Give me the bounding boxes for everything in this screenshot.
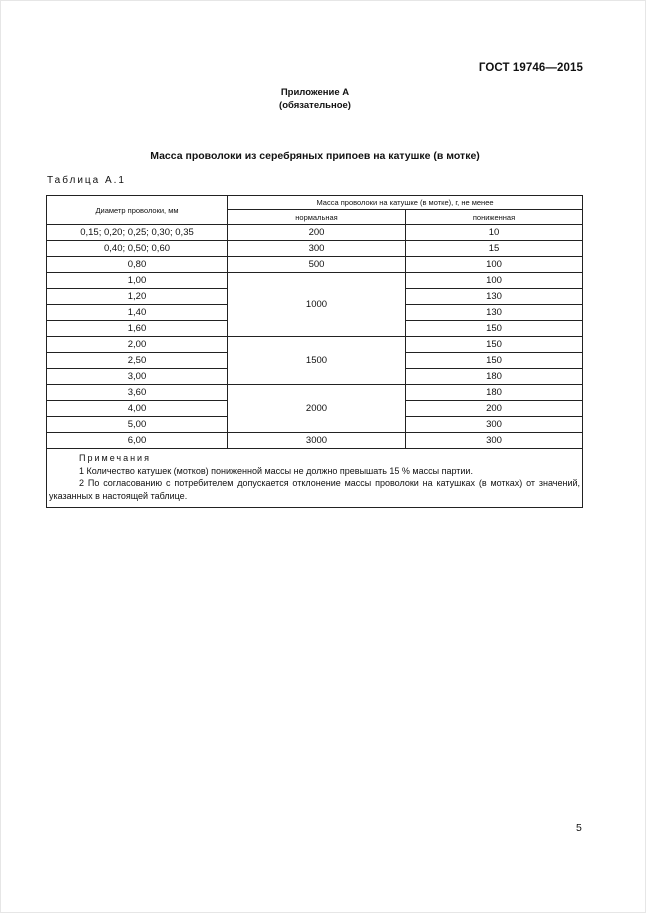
table-label: Таблица А.1	[47, 175, 126, 186]
normal-mass-cell: 1500	[228, 337, 406, 385]
table-row	[47, 385, 583, 401]
header-diameter: Диаметр проволоки, мм	[47, 196, 228, 225]
table-row	[47, 433, 583, 449]
diameter-cell: 1,40	[47, 305, 228, 321]
notes-title: Примечания	[79, 453, 151, 463]
normal-mass-cell: 1000	[228, 273, 406, 337]
reduced-mass-cell: 150	[406, 337, 583, 353]
reduced-mass-cell: 15	[406, 241, 583, 257]
normal-mass-cell: 300	[228, 241, 406, 257]
table-row	[47, 257, 583, 273]
table-row	[47, 241, 583, 257]
reduced-mass-cell: 100	[406, 273, 583, 289]
header-reduced: пониженная	[406, 210, 583, 225]
diameter-cell: 3,60	[47, 385, 228, 401]
diameter-cell: 4,00	[47, 401, 228, 417]
reduced-mass-cell: 180	[406, 369, 583, 385]
reduced-mass-cell: 130	[406, 289, 583, 305]
diameter-cell: 2,50	[47, 353, 228, 369]
diameter-cell: 0,15; 0,20; 0,25; 0,30; 0,35	[47, 225, 228, 241]
diameter-cell: 0,80	[47, 257, 228, 273]
diameter-cell: 1,00	[47, 273, 228, 289]
normal-mass-cell: 2000	[228, 385, 406, 433]
note-item: 2 По согласованию с потребителем допускается отклонение массы проволоки на катушках (в мотках) от значений, указанных в настоящей таблице.	[49, 478, 581, 501]
notes-row	[47, 449, 583, 508]
normal-mass-cell: 500	[228, 257, 406, 273]
table-row	[47, 337, 583, 353]
reduced-mass-cell: 300	[406, 433, 583, 449]
wire-mass-table-container	[46, 195, 582, 508]
normal-mass-cell: 200	[228, 225, 406, 241]
diameter-cell: 6,00	[47, 433, 228, 449]
reduced-mass-cell: 150	[406, 321, 583, 337]
appendix-subtitle: (обязательное)	[279, 100, 351, 111]
reduced-mass-cell: 10	[406, 225, 583, 241]
appendix-title: Приложение А	[280, 87, 350, 98]
reduced-mass-cell: 300	[406, 417, 583, 433]
diameter-cell: 0,40; 0,50; 0,60	[47, 241, 228, 257]
reduced-mass-cell: 150	[406, 353, 583, 369]
table-row	[47, 225, 583, 241]
diameter-cell: 3,00	[47, 369, 228, 385]
diameter-cell: 1,20	[47, 289, 228, 305]
note-item: 1 Количество катушек (мотков) пониженной массы не должно превышать 15 % массы партии.	[79, 465, 473, 476]
header-mass-group: Масса проволоки на катушке (в мотке), г, не менее	[228, 196, 583, 210]
normal-mass-cell: 3000	[228, 433, 406, 449]
document-code: ГОСТ 19746—2015	[478, 62, 583, 74]
section-title: Масса проволоки из серебряных припоев на катушке (в мотке)	[150, 150, 480, 162]
page-number: 5	[576, 822, 582, 834]
diameter-cell: 1,60	[47, 321, 228, 337]
reduced-mass-cell: 130	[406, 305, 583, 321]
reduced-mass-cell: 200	[406, 401, 583, 417]
diameter-cell: 2,00	[47, 337, 228, 353]
notes-cell	[47, 449, 583, 508]
table-row	[47, 273, 583, 289]
reduced-mass-cell: 180	[406, 385, 583, 401]
header-normal: нормальная	[228, 210, 406, 225]
wire-mass-table	[46, 195, 583, 508]
reduced-mass-cell: 100	[406, 257, 583, 273]
diameter-cell: 5,00	[47, 417, 228, 433]
